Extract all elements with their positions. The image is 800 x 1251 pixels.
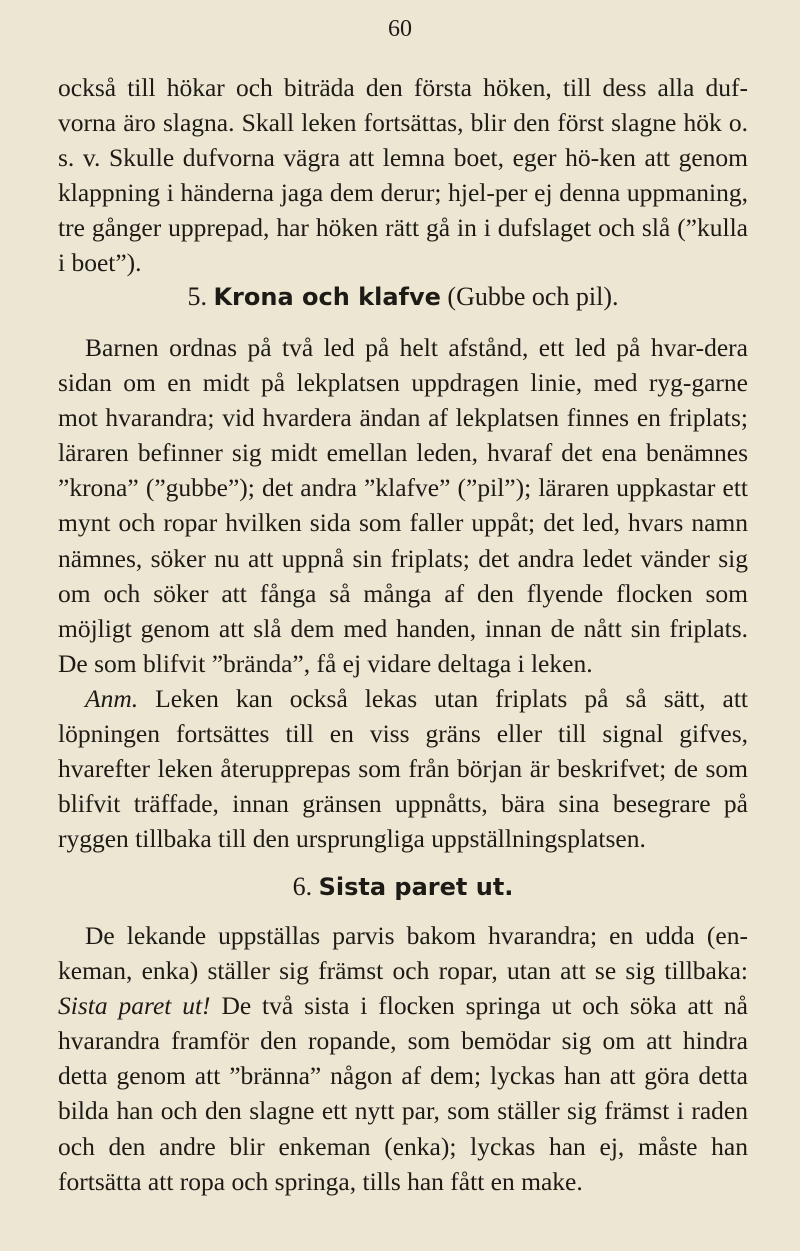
- section-5-body: [58, 330, 748, 856]
- section-6-call: Sista paret ut!: [58, 991, 211, 1021]
- note-label: Anm.: [85, 683, 139, 713]
- section-5-note: [58, 681, 748, 856]
- section-5-heading: [58, 280, 748, 314]
- section-5-number: 5.: [187, 282, 207, 311]
- section-6-title: Sista paret ut.: [318, 873, 514, 901]
- section-6-number: 6.: [292, 872, 313, 901]
- section-6-heading: [58, 870, 748, 904]
- page-number: 60: [388, 16, 412, 42]
- section-5-subtitle: (Gubbe och pil).: [447, 282, 619, 311]
- section-6-body: [58, 918, 748, 1199]
- note-text: Leken kan också lekas utan friplats på så sätt, att löpningen fortsättes till en viss gräns eller till signal gifves, hvarefter leken återupprepas som från början är beskrifvet; de som blifvit träffade, innan gränsen uppnåtts, bära sina besegrare på ryggen tillbaka till den ursprungliga uppställningsplatsen.: [58, 683, 748, 854]
- section-6-paragraph: [58, 918, 748, 1199]
- section-5-paragraph: Barnen ordnas på två led på helt afstånd, ett led på hvar-dera sidan om en midt på lekplatsen uppdragen linie, med ryg-garne mot hvarandra; vid hvardera ändan af lekplatsen finnes en friplats; läraren befinner sig midt emellan leden, hvaraf det ena benämnes ”krona” (”gubbe”); det andra ”klafve” (”pil”); läraren uppkastar ett mynt och ropar hvilken sida som faller uppåt; det led, hvars namn nämnes, söker nu att uppnå sin friplats; det andra ledet vänder sig om och söker att fånga så många af den flyende flocken som möjligt genom att slå dem med handen, innan de nått sin friplats. De som blifvit ”brända”, få ej vidare deltaga i leken.: [58, 333, 748, 678]
- paragraph-text: också till hökar och biträda den första höken, till dess alla duf-vorna äro slagna. Skall leken fortsättas, blir den först slagne hök o. s. v. Skulle dufvorna vägra att lemna boet, eger hö-ken att genom klappning i händerna jaga dem derur; hjel-per ej denna uppmaning, tre gånger upprepad, har höken rätt gå in i dufslaget och slå (”kulla i boet”).: [58, 73, 748, 278]
- section-5-title: Krona och klafve: [213, 283, 441, 311]
- section-6-text-before: De lekande uppställas parvis bakom hvarandra; en udda (en-keman, enka) ställer sig främst och ropar, utan att se sig tillbaka:: [58, 921, 748, 986]
- paragraph-continuation: [58, 70, 748, 281]
- section-6-text-after: De två sista i flocken springa ut och söka att nå hvarandra framför den ropande, som bemödar sig om att hindra detta genom att ”bränna” någon af dem; lyckas han att göra detta bilda han och den slagne ett nytt par, som ställer sig främst i raden och den andre blir enkeman (enka); lyckas han ej, måste han fortsätta att ropa och springa, tills han fått en make.: [58, 991, 748, 1196]
